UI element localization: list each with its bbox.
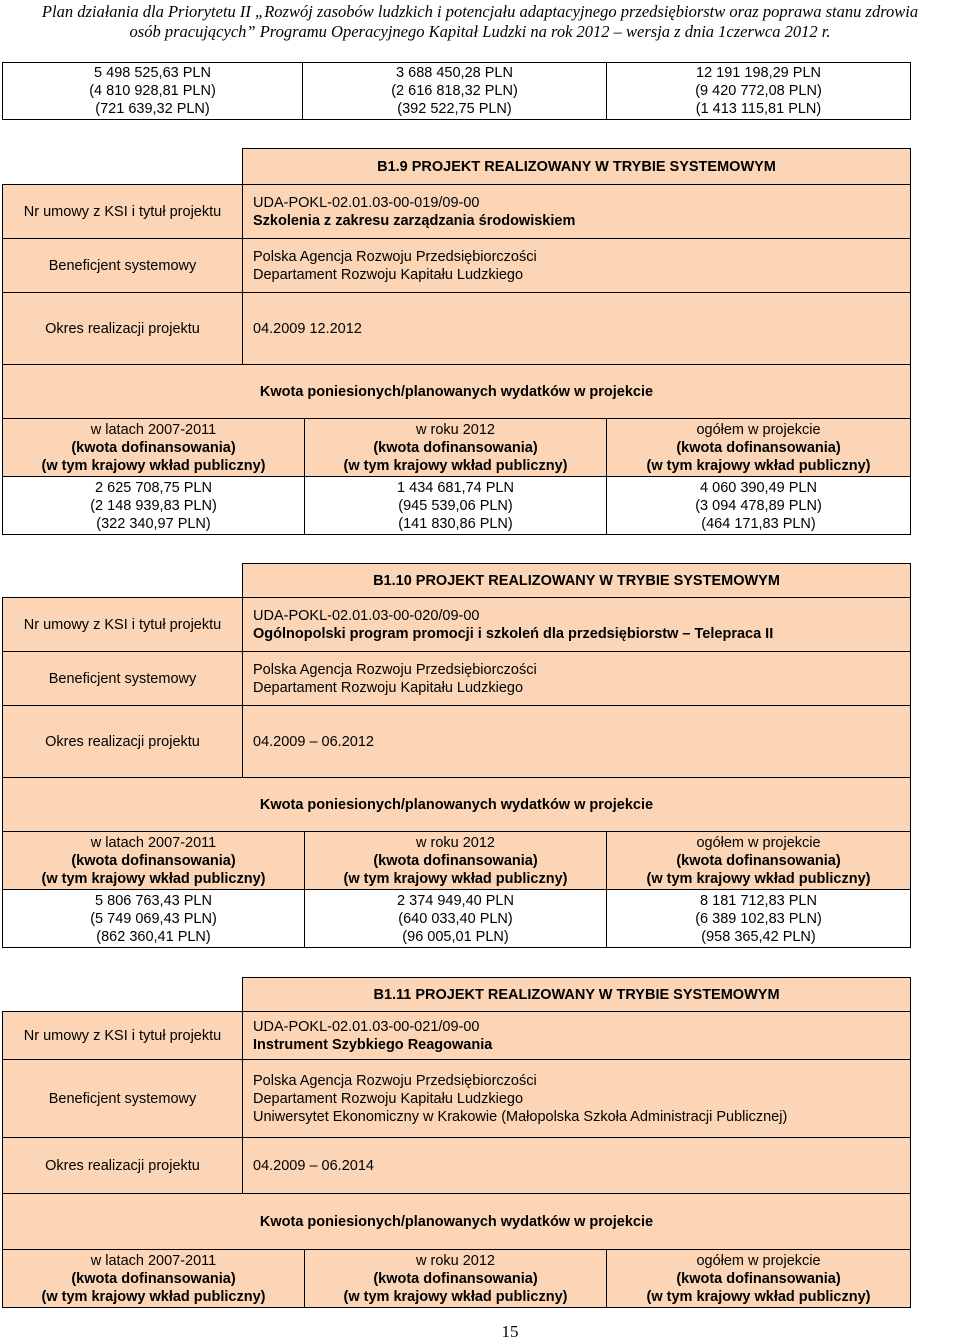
beneficiary-cell [243, 1060, 911, 1138]
col-header-line: (w tym krajowy wkład publiczny) [646, 1288, 871, 1305]
amount-cell [3, 477, 305, 535]
amount-total: 4 060 390,49 PLN [700, 479, 817, 496]
col-header-2007-2011 [3, 419, 305, 477]
beneficiary-line: Polska Agencja Rozwoju Przedsiębiorczości [253, 1072, 537, 1089]
beneficiary-line: Polska Agencja Rozwoju Przedsiębiorczości [253, 661, 537, 678]
project-code-cell [243, 598, 911, 652]
amount-total: 12 191 198,29 PLN [696, 65, 821, 81]
beneficjent-label: Beneficjent systemowy [3, 239, 243, 293]
col-header-line: w latach 2007-2011 [90, 1252, 217, 1269]
col-header-line: ogółem w projekcie [696, 421, 821, 438]
col-header-line: ogółem w projekcie [696, 1252, 821, 1269]
col-header-2007-2011 [3, 1250, 305, 1308]
amount-cofinancing: (4 810 928,81 PLN) [89, 83, 216, 99]
project-code-cell [243, 185, 911, 239]
amount-national: (96 005,01 PLN) [402, 928, 509, 945]
col-header-line: (kwota dofinansowania) [676, 1270, 841, 1287]
amount-national: (322 340,97 PLN) [96, 515, 211, 532]
col-header-total [607, 832, 911, 890]
col-header-2012 [305, 419, 607, 477]
amount-national: (1 413 115,81 PLN) [695, 101, 822, 117]
col-header-line: (kwota dofinansowania) [373, 439, 538, 456]
project-table-b1-9 [2, 148, 911, 535]
top-amounts-table [2, 62, 911, 120]
amount-cell [607, 63, 911, 120]
project-title: B1.10 PROJEKT REALIZOWANY W TRYBIE SYSTEMOWYM [243, 564, 911, 598]
beneficjent-label: Beneficjent systemowy [3, 1060, 243, 1138]
amount-national: (141 830,86 PLN) [398, 515, 513, 532]
col-header-line: (kwota dofinansowania) [676, 439, 841, 456]
beneficiary-line: Departament Rozwoju Kapitału Ludzkiego [253, 1090, 524, 1107]
col-header-total [607, 1250, 911, 1308]
okres-label: Okres realizacji projektu [3, 1138, 243, 1194]
col-header-line: w roku 2012 [416, 834, 495, 851]
col-header-line: (w tym krajowy wkład publiczny) [41, 457, 266, 474]
col-header-total [607, 419, 911, 477]
project-table-b1-10 [2, 563, 911, 948]
col-header-line: (kwota dofinansowania) [71, 852, 236, 869]
project-code-cell [243, 1012, 911, 1060]
nr-umowy-label: Nr umowy z KSI i tytuł projektu [3, 185, 243, 239]
project-code: UDA-POKL-02.01.03-00-020/09-00 [253, 607, 480, 624]
amount-cofinancing: (640 033,40 PLN) [398, 910, 513, 927]
col-header-line: (kwota dofinansowania) [373, 852, 538, 869]
nr-umowy-label: Nr umowy z KSI i tytuł projektu [3, 1012, 243, 1060]
amount-national: (464 171,83 PLN) [701, 515, 816, 532]
col-header-line: (w tym krajowy wkład publiczny) [646, 870, 871, 887]
beneficjent-label: Beneficjent systemowy [3, 652, 243, 706]
amount-total: 5 498 525,63 PLN [94, 65, 211, 81]
project-title: B1.9 PROJEKT REALIZOWANY W TRYBIE SYSTEMOWYM [243, 149, 911, 185]
amount-cell [3, 63, 303, 120]
project-title: B1.11 PROJEKT REALIZOWANY W TRYBIE SYSTEMOWYM [243, 978, 911, 1012]
project-code: UDA-POKL-02.01.03-00-019/09-00 [253, 194, 480, 211]
amount-cofinancing: (5 749 069,43 PLN) [90, 910, 217, 927]
amount-cofinancing: (2 148 939,83 PLN) [90, 497, 217, 514]
amount-total: 1 434 681,74 PLN [397, 479, 514, 496]
beneficiary-line: Polska Agencja Rozwoju Przedsiębiorczości [253, 248, 537, 265]
col-header-line: w latach 2007-2011 [90, 421, 217, 438]
project-name: Instrument Szybkiego Reagowania [253, 1036, 493, 1053]
beneficiary-line: Departament Rozwoju Kapitału Ludzkiego [253, 679, 524, 696]
beneficiary-line: Departament Rozwoju Kapitału Ludzkiego [253, 266, 524, 283]
amount-cofinancing: (6 389 102,83 PLN) [695, 910, 822, 927]
header-line-1: Plan działania dla Priorytetu II „Rozwój zasobów ludzkich i potencjału adaptacyjnego przedsiębiorstw oraz poprawa stanu zdrowia [41, 2, 919, 21]
amount-cell [607, 477, 911, 535]
project-name: Ogólnopolski program promocji i szkoleń dla przedsiębiorstw – Telepraca II [253, 625, 774, 642]
kwota-heading: Kwota poniesionych/planowanych wydatków w projekcie [3, 365, 911, 419]
period-value: 04.2009 – 06.2014 [243, 1138, 911, 1194]
col-header-line: (kwota dofinansowania) [71, 439, 236, 456]
amount-cell [607, 890, 911, 948]
col-header-line: w latach 2007-2011 [90, 834, 217, 851]
amount-national: (721 639,32 PLN) [95, 101, 210, 117]
amount-cofinancing: (2 616 818,32 PLN) [391, 83, 518, 99]
page-number: 15 [501, 1322, 519, 1341]
beneficiary-cell [243, 652, 911, 706]
col-header-line: (w tym krajowy wkład publiczny) [343, 870, 568, 887]
col-header-2012 [305, 832, 607, 890]
col-header-line: (w tym krajowy wkład publiczny) [343, 1288, 568, 1305]
period-value: 04.2009 – 06.2012 [243, 706, 911, 778]
col-header-line: (kwota dofinansowania) [71, 1270, 236, 1287]
project-table-b1-11 [2, 977, 911, 1308]
amount-cofinancing: (945 539,06 PLN) [398, 497, 513, 514]
col-header-line: (kwota dofinansowania) [373, 1270, 538, 1287]
col-header-line: (w tym krajowy wkład publiczny) [41, 870, 266, 887]
amount-cell [303, 63, 607, 120]
beneficiary-line: Uniwersytet Ekonomiczny w Krakowie (Małopolska Szkoła Administracji Publicznej) [253, 1108, 788, 1125]
col-header-line: (w tym krajowy wkład publiczny) [343, 457, 568, 474]
amount-total: 2 374 949,40 PLN [397, 892, 514, 909]
col-header-line: (w tym krajowy wkład publiczny) [646, 457, 871, 474]
period-value: 04.2009 12.2012 [243, 293, 911, 365]
amount-total: 3 688 450,28 PLN [396, 65, 513, 81]
amount-cofinancing: (3 094 478,89 PLN) [695, 497, 822, 514]
okres-label: Okres realizacji projektu [3, 293, 243, 365]
col-header-2012 [305, 1250, 607, 1308]
document-header [0, 2, 960, 42]
kwota-heading: Kwota poniesionych/planowanych wydatków w projekcie [3, 1194, 911, 1250]
col-header-line: w roku 2012 [416, 1252, 495, 1269]
col-header-line: ogółem w projekcie [696, 834, 821, 851]
amount-national: (958 365,42 PLN) [701, 928, 816, 945]
amount-total: 5 806 763,43 PLN [95, 892, 212, 909]
amount-national: (392 522,75 PLN) [397, 101, 512, 117]
project-name: Szkolenia z zakresu zarządzania środowiskiem [253, 212, 576, 229]
nr-umowy-label: Nr umowy z KSI i tytuł projektu [3, 598, 243, 652]
amount-cofinancing: (9 420 772,08 PLN) [695, 83, 822, 99]
project-code: UDA-POKL-02.01.03-00-021/09-00 [253, 1018, 480, 1035]
col-header-2007-2011 [3, 832, 305, 890]
kwota-heading: Kwota poniesionych/planowanych wydatków w projekcie [3, 778, 911, 832]
amount-cell [3, 890, 305, 948]
amount-total: 2 625 708,75 PLN [95, 479, 212, 496]
header-line-2: osób pracujących” Programu Operacyjnego Kapitał Ludzki na rok 2012 – wersja z dnia 1czerwca 2012 r. [129, 22, 831, 41]
amount-cell [305, 477, 607, 535]
beneficiary-cell [243, 239, 911, 293]
amount-total: 8 181 712,83 PLN [700, 892, 817, 909]
col-header-line: w roku 2012 [416, 421, 495, 438]
okres-label: Okres realizacji projektu [3, 706, 243, 778]
col-header-line: (w tym krajowy wkład publiczny) [41, 1288, 266, 1305]
amount-national: (862 360,41 PLN) [96, 928, 211, 945]
col-header-line: (kwota dofinansowania) [676, 852, 841, 869]
amount-cell [305, 890, 607, 948]
